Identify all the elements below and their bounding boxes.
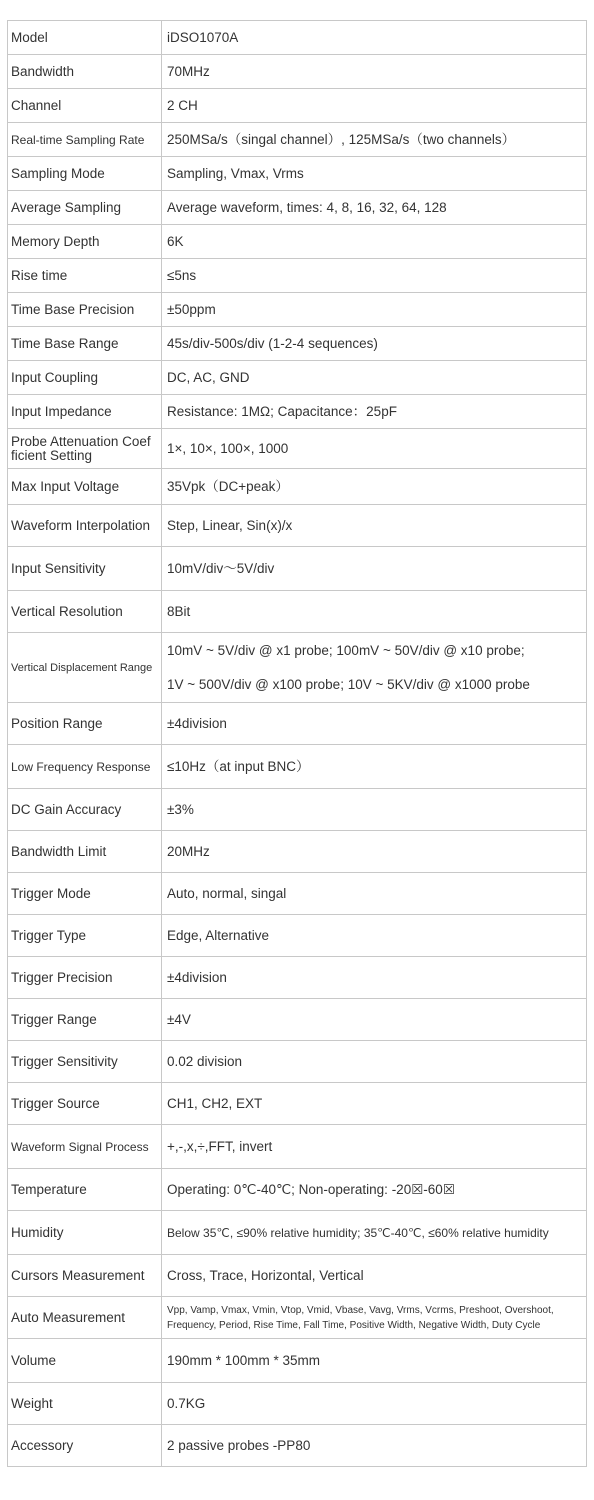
spec-row: [8, 157, 587, 191]
spec-row: [8, 915, 587, 957]
spec-row: [8, 1125, 587, 1169]
spec-value-line: 10mV ~ 5V/div @ x1 probe; 100mV ~ 50V/div @ x10 probe;: [167, 642, 525, 658]
spec-label: Accessory: [8, 1425, 162, 1467]
spec-label: Sampling Mode: [8, 157, 162, 191]
spec-label: Temperature: [8, 1169, 162, 1211]
spec-value: Sampling, Vmax, Vrms: [162, 157, 587, 191]
spec-value: 35Vpk（DC+peak）: [162, 469, 587, 505]
spec-value: 20MHz: [162, 831, 587, 873]
spec-label: Time Base Precision: [8, 293, 162, 327]
spec-label: Average Sampling: [8, 191, 162, 225]
spec-row: [8, 1383, 587, 1425]
spec-value: ±3%: [162, 789, 587, 831]
spec-label: Trigger Source: [8, 1083, 162, 1125]
spec-value: 6K: [162, 225, 587, 259]
spec-label: Trigger Precision: [8, 957, 162, 999]
spec-value: CH1, CH2, EXT: [162, 1083, 587, 1125]
spec-value: ≤5ns: [162, 259, 587, 293]
spec-label: Waveform Interpolation: [8, 505, 162, 547]
spec-value: [162, 633, 587, 703]
spec-row: [8, 21, 587, 55]
spec-value: 2 passive probes -PP80: [162, 1425, 587, 1467]
spec-value: Step, Linear, Sin(x)/x: [162, 505, 587, 547]
spec-row: [8, 259, 587, 293]
spec-row: [8, 123, 587, 157]
spec-row: [8, 89, 587, 123]
spec-label: Cursors Measurement: [8, 1255, 162, 1297]
spec-row: [8, 703, 587, 745]
spec-table: [7, 20, 587, 1467]
spec-value: +,-,x,÷,FFT, invert: [162, 1125, 587, 1169]
spec-value: 70MHz: [162, 55, 587, 89]
spec-row: [8, 1211, 587, 1255]
spec-row: [8, 1083, 587, 1125]
spec-value-line: 1V ~ 500V/div @ x100 probe; 10V ~ 5KV/div @ x1000 probe: [167, 676, 530, 692]
spec-value: Auto, normal, singal: [162, 873, 587, 915]
spec-value: ±50ppm: [162, 293, 587, 327]
spec-value: Operating: 0℃-40℃; Non-operating: -20☒-60☒: [162, 1169, 587, 1211]
spec-row: [8, 225, 587, 259]
spec-value: 45s/div-500s/div (1-2-4 sequences): [162, 327, 587, 361]
spec-label: Position Range: [8, 703, 162, 745]
spec-value: 1×, 10×, 100×, 1000: [162, 429, 587, 469]
spec-value: 250MSa/s（singal channel）, 125MSa/s（two channels）: [162, 123, 587, 157]
spec-row: [8, 591, 587, 633]
spec-value: ±4V: [162, 999, 587, 1041]
spec-label: Weight: [8, 1383, 162, 1425]
spec-row: [8, 633, 587, 703]
spec-label: Vertical Resolution: [8, 591, 162, 633]
spec-label: Probe Attenuation Coef ficient Setting: [8, 429, 162, 469]
spec-value: 8Bit: [162, 591, 587, 633]
spec-value: iDSO1070A: [162, 21, 587, 55]
spec-value: ±4division: [162, 703, 587, 745]
spec-label: Low Frequency Response: [8, 745, 162, 789]
spec-row: [8, 293, 587, 327]
spec-value: Edge, Alternative: [162, 915, 587, 957]
spec-row: [8, 999, 587, 1041]
spec-label: DC Gain Accuracy: [8, 789, 162, 831]
spec-label: Input Coupling: [8, 361, 162, 395]
spec-value: Resistance: 1MΩ; Capacitance：25pF: [162, 395, 587, 429]
spec-row: [8, 469, 587, 505]
spec-label: Auto Measurement: [8, 1297, 162, 1339]
spec-label: Waveform Signal Process: [8, 1125, 162, 1169]
spec-row: [8, 873, 587, 915]
spec-value: 2 CH: [162, 89, 587, 123]
spec-row: [8, 191, 587, 225]
spec-label: Channel: [8, 89, 162, 123]
spec-value: Cross, Trace, Horizontal, Vertical: [162, 1255, 587, 1297]
spec-row: [8, 327, 587, 361]
spec-label: Trigger Sensitivity: [8, 1041, 162, 1083]
spec-row: [8, 831, 587, 873]
spec-label: Bandwidth Limit: [8, 831, 162, 873]
spec-label: Max Input Voltage: [8, 469, 162, 505]
spec-row: [8, 1297, 587, 1339]
spec-value: 0.7KG: [162, 1383, 587, 1425]
spec-row: [8, 55, 587, 89]
spec-row: [8, 1255, 587, 1297]
spec-row: [8, 1339, 587, 1383]
spec-value: Vpp, Vamp, Vmax, Vmin, Vtop, Vmid, Vbase, Vavg, Vrms, Vcrms, Preshoot, Overshoot, Frequency, Period, Rise Time, Fall Time, Positive Width, Negative Width, Duty Cycle: [162, 1297, 587, 1339]
spec-label: Input Impedance: [8, 395, 162, 429]
spec-label: Real-time Sampling Rate: [8, 123, 162, 157]
spec-value: ≤10Hz（at input BNC）: [162, 745, 587, 789]
spec-row: [8, 1425, 587, 1467]
spec-label: Model: [8, 21, 162, 55]
spec-value: 10mV/div～5V/div: [162, 547, 587, 591]
spec-label: Input Sensitivity: [8, 547, 162, 591]
spec-label: Time Base Range: [8, 327, 162, 361]
spec-row: [8, 789, 587, 831]
spec-row: [8, 547, 587, 591]
spec-label: Vertical Displacement Range: [8, 633, 162, 703]
spec-row: [8, 505, 587, 547]
spec-row: [8, 429, 587, 469]
spec-row: [8, 361, 587, 395]
spec-value: DC, AC, GND: [162, 361, 587, 395]
spec-row: [8, 1041, 587, 1083]
spec-label: Trigger Mode: [8, 873, 162, 915]
spec-row: [8, 745, 587, 789]
spec-row: [8, 395, 587, 429]
spec-label: Bandwidth: [8, 55, 162, 89]
spec-label: Trigger Type: [8, 915, 162, 957]
spec-value: Below 35℃, ≤90% relative humidity; 35℃-40℃, ≤60% relative humidity: [162, 1211, 587, 1255]
spec-value: 0.02 division: [162, 1041, 587, 1083]
spec-value: 190mm * 100mm * 35mm: [162, 1339, 587, 1383]
spec-row: [8, 1169, 587, 1211]
spec-label: Volume: [8, 1339, 162, 1383]
spec-label: Humidity: [8, 1211, 162, 1255]
spec-value: Average waveform, times: 4, 8, 16, 32, 64, 128: [162, 191, 587, 225]
spec-row: [8, 957, 587, 999]
spec-value: ±4division: [162, 957, 587, 999]
spec-label: Trigger Range: [8, 999, 162, 1041]
spec-label: Memory Depth: [8, 225, 162, 259]
spec-label: Rise time: [8, 259, 162, 293]
